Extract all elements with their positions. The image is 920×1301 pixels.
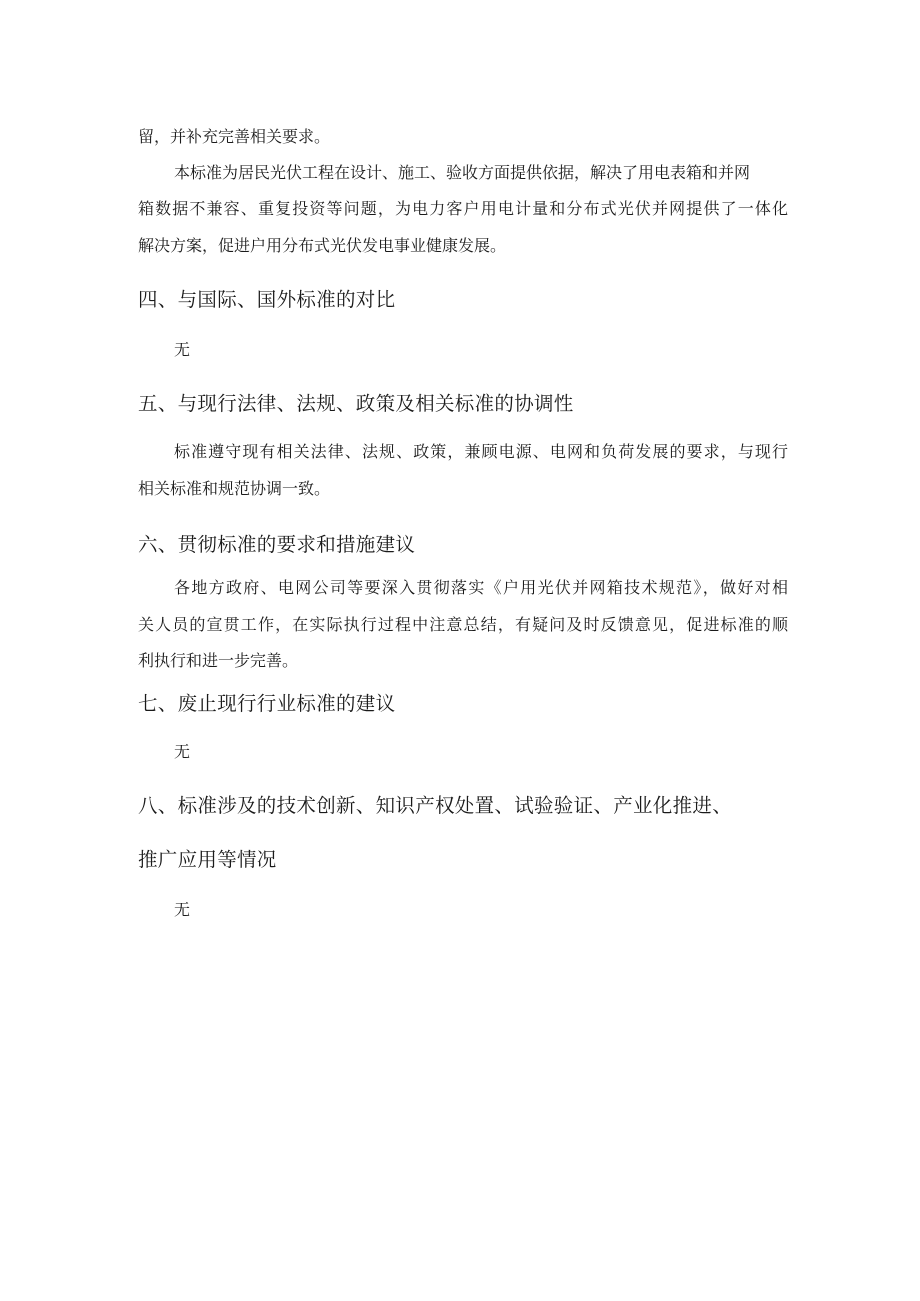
section-7-heading: 七、废止现行行业标准的建议 (138, 692, 396, 715)
section-4-heading: 四、与国际、国外标准的对比 (138, 288, 396, 311)
section-6-line-3: 利执行和进一步完善。 (138, 651, 299, 670)
section-6-line-1: 各地方政府、电网公司等要深入贯彻落实《户用光伏并网箱技术规范》，做好对相 (174, 578, 788, 597)
section-6-line-2: 关人员的宣贯工作，在实际执行过程中注意总结，有疑问及时反馈意见，促进标准的顺 (138, 615, 788, 634)
summary-paragraph-line-2: 箱数据不兼容、重复投资等问题，为电力客户用电计量和分布式光伏并网提供了一体化 (138, 199, 788, 218)
section-8-body: 无 (174, 900, 191, 919)
paragraph-continuation-line: 留，并补充完善相关要求。 (138, 127, 331, 146)
section-8-heading-line-2: 推广应用等情况 (138, 848, 277, 871)
section-5-line-1: 标准遵守现有相关法律、法规、政策，兼顾电源、电网和负荷发展的要求，与现行 (174, 442, 788, 461)
section-5-heading: 五、与现行法律、法规、政策及相关标准的协调性 (138, 392, 574, 415)
section-6-heading: 六、贯彻标准的要求和措施建议 (138, 533, 416, 556)
section-8-heading-line-1: 八、标准涉及的技术创新、知识产权处置、试验验证、产业化推进、 (138, 794, 733, 817)
section-4-body: 无 (174, 340, 191, 359)
section-5-line-2: 相关标准和规范协调一致。 (138, 479, 331, 498)
section-7-body: 无 (174, 742, 191, 761)
summary-paragraph-line-1: 本标准为居民光伏工程在设计、施工、验收方面提供依据，解决了用电表箱和并网 (174, 163, 751, 182)
summary-paragraph-line-3: 解决方案，促进户用分布式光伏发电事业健康发展。 (138, 236, 507, 255)
